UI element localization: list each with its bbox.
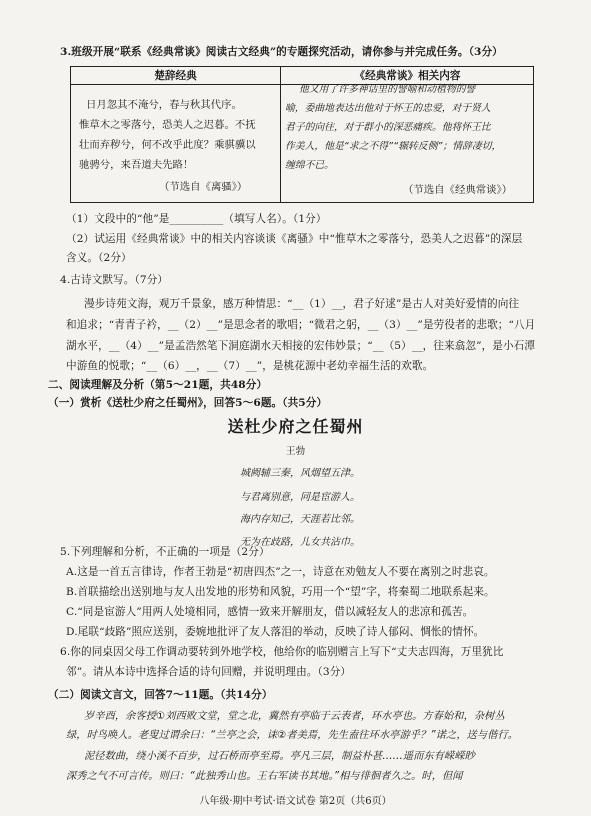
table-divider-vertical xyxy=(280,67,281,202)
table-left-source: （节选自《离骚》） xyxy=(159,181,248,193)
q3-sub2-line2: 含义。（2分） xyxy=(66,252,132,264)
part1-heading: （一）赏析《送杜少府之任蜀州》，回答5～6题。（共5分） xyxy=(48,397,328,409)
comparison-table xyxy=(70,66,534,203)
q4-line: 中游鱼的悦歌；“__（6）__，__（7）__”，是桃花源中老幼幸福生活的欢歌。 xyxy=(66,360,434,372)
table-right-source: （节选自《经典常谈》） xyxy=(403,184,513,196)
q3-heading: 3.班级开展“联系《经典常谈》阅读古文经典”的专题探究活动，请你参与并完成任务。（3分） xyxy=(60,46,503,58)
q3-sub1: （1）文段中的“他”是__________（填写人名）。（1分） xyxy=(66,213,327,225)
q4-line: 和追求；“青青子衿，__（2）__”是思念者的歌唱；“微君之躬，__（3）__”是劳役者的悲歌；“八月 xyxy=(66,319,536,331)
q5-option-a: A.这是一首五言律诗，作者王勃是“初唐四杰”之一，诗意在劝勉友人不要在离别之时悲哀。 xyxy=(66,566,495,578)
table-left-line: 惟草木之零落兮，恐美人之迟暮。不抚 xyxy=(79,119,256,131)
part2-heading: （二）阅读文言文，回答7～11题。（共14分） xyxy=(48,689,273,701)
table-header-right: 《经典常谈》相关内容 xyxy=(354,70,461,82)
table-left-line: 驰骋兮，来吾道夫先路！ xyxy=(79,159,194,171)
q3-sub2-line1: （2）试运用《经典常谈》中的相关内容谈谈《离骚》中“惟草木之零落兮，恐美人之迟暮”的深层 xyxy=(66,233,523,245)
poem-author: 王勃 xyxy=(285,446,306,457)
q5-option-c: C.“同是宦游人”用两人处境相同，感情一致来开解朋友，借以减轻友人的悲凉和孤苦。 xyxy=(66,606,474,618)
passage-line: 深秀之气不可言传。则曰：“此独秀山也。王右军读书其地。”相与徘徊者久之。时，但闻 xyxy=(66,771,463,782)
table-right-line: 君子的向往，对于群小的深恶痛疾。他将怀王比 xyxy=(285,122,491,133)
poem-line: 海内存知己，天涯若比邻。 xyxy=(240,514,360,525)
passage-line: 绿，时鸟唤人。老叟过谓余曰：“兰亭之会，诔②者美焉，先生盍往环水亭游乎？”诺之，送与偕行。 xyxy=(66,730,519,741)
poem-title: 送杜少府之任蜀州 xyxy=(227,417,364,436)
poem-line: 城阙辅三秦，风烟望五津。 xyxy=(240,468,360,479)
q4-line: 湖水平，__（4）__”是孟浩然笔下洞庭湖水天相接的宏伟妙景；“__（5）__，往来翕忽”，是小石潭 xyxy=(66,340,536,352)
table-right-line: 喻，委曲地表达出他对于怀王的忠爱，对于贤人 xyxy=(285,103,491,114)
table-right-line: 他又用了许多神话里的譬喻和动植物的譬 xyxy=(299,84,476,95)
q4-line: 漫步诗苑文海，观万千景象，感万种情思：“__（1）__，君子好逑”是古人对美好爱情的向往 xyxy=(84,298,520,310)
section2-heading: 二、阅读理解及分析（第5～21题，共48分） xyxy=(48,379,268,391)
q5-option-d: D.尾联“歧路”照应送别，委婉地批评了友人落泪的举动，反映了诗人郁闷、惆怅的情怀。 xyxy=(66,626,485,638)
table-left-line: 日月忽其不淹兮，春与秋其代序。 xyxy=(86,99,242,111)
passage-line: 岁辛酉，余客授①刘西败文堂，堂之北，冀然有亭临于云表者，环水亭也。方春始和，杂树丛 xyxy=(84,711,505,722)
passage-line: 泥径数曲，绕小溪不百步，过石桥而亭至焉。亭凡三层，制益朴甚……遥而东有嵘嵘眇 xyxy=(84,751,475,762)
q6-line2: 邻”。请从本诗中选择合适的诗句回赠，并说明理由。（3分） xyxy=(66,666,352,678)
poem-line: 与君离别意，同是宦游人。 xyxy=(240,492,360,503)
q6-line1: 6.你的同桌因父母工作调动要转到外地学校，他给你的临别赠言上写下“丈夫志四海，万里犹比 xyxy=(60,646,504,658)
table-right-line: 缠绵不已。 xyxy=(285,160,334,171)
page-footer: 八年级·期中考试·语文试卷 第2页（共6页） xyxy=(199,796,392,807)
q5-option-b: B.首联描绘出送别地与友人出发地的形势和风貌，巧用一个“望”字，将秦蜀二地联系起来。 xyxy=(66,586,495,598)
table-header-left: 楚辞经典 xyxy=(154,70,197,82)
poem-line: 无为在歧路，儿女共沾巾。 xyxy=(240,537,360,548)
q5-heading: 5.下列理解和分析，不正确的一项是（2分） xyxy=(60,546,270,558)
table-right-line: 作美人，他是“求之不得”“辗转反侧”；情辞凄切， xyxy=(285,141,502,152)
table-left-line: 壮而弃秽兮，何不改乎此度？乘骐骥以 xyxy=(79,139,256,151)
q4-heading: 4.古诗文默写。（7分） xyxy=(60,274,169,286)
